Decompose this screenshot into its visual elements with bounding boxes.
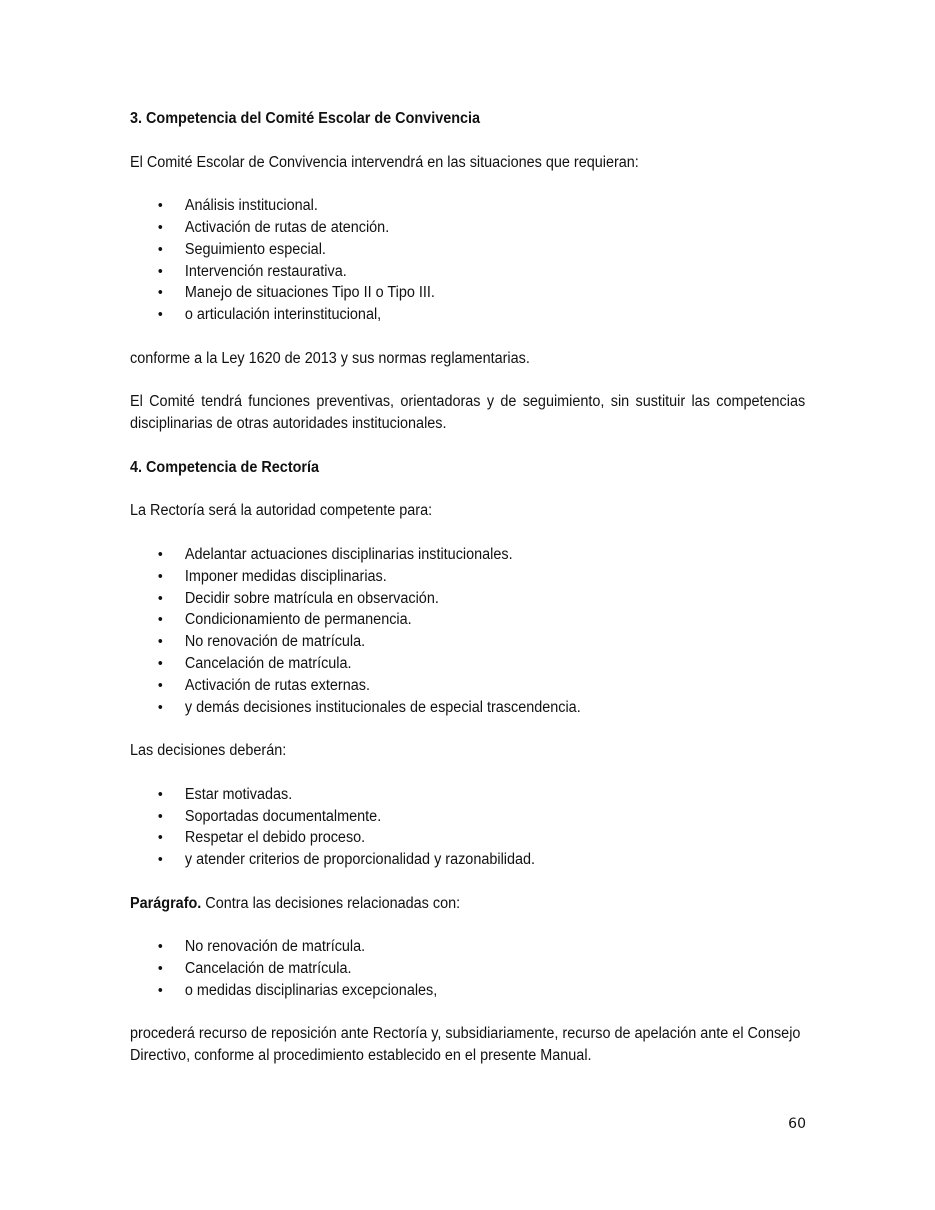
bullet-icon: • xyxy=(157,633,163,651)
document-page xyxy=(130,108,805,1067)
section-4-intro: La Rectoría será la autoridad competente para: xyxy=(130,502,433,520)
list-item: • Decidir sobre matrícula en observación. xyxy=(130,588,805,610)
section-3-intro: El Comité Escolar de Convivencia intervendrá en las situaciones que requieran: xyxy=(130,153,639,171)
bullet-icon: • xyxy=(157,938,163,956)
bullet-icon: • xyxy=(157,589,163,607)
list-item: • Condicionamiento de permanencia. xyxy=(130,609,805,631)
list-item: • Imponer medidas disciplinarias. xyxy=(130,566,805,588)
list-item: • Respetar el debido proceso. xyxy=(130,827,805,849)
page-number: 60 xyxy=(788,1116,806,1132)
bullet-icon: • xyxy=(157,654,163,672)
bullet-icon: • xyxy=(157,197,163,215)
list-item: • Cancelación de matrícula. xyxy=(130,653,805,675)
bullet-icon: • xyxy=(157,851,163,869)
paragraph-list xyxy=(130,936,805,1001)
bullet-icon: • xyxy=(157,240,163,258)
bullet-icon: • xyxy=(157,306,163,324)
list-item: • Estar motivadas. xyxy=(130,784,805,806)
bullet-icon: • xyxy=(157,545,163,563)
list-item: • y demás decisiones institucionales de especial trascendencia. xyxy=(130,697,805,719)
bullet-icon: • xyxy=(157,981,163,999)
section-3-after-text: conforme a la Ley 1620 de 2013 y sus normas reglamentarias. xyxy=(130,349,530,367)
list-item: • No renovación de matrícula. xyxy=(130,936,805,958)
paragraph-label: Parágrafo. xyxy=(130,894,202,912)
bullet-icon: • xyxy=(157,829,163,847)
list-item: • Intervención restaurativa. xyxy=(130,261,805,283)
section-4-heading: 4. Competencia de Rectoría xyxy=(130,458,320,476)
list-item: • Cancelación de matrícula. xyxy=(130,958,805,980)
bullet-icon: • xyxy=(157,785,163,803)
list-item: • No renovación de matrícula. xyxy=(130,631,805,653)
bullet-icon: • xyxy=(157,262,163,280)
bullet-icon: • xyxy=(157,676,163,694)
bullet-icon: • xyxy=(157,284,163,302)
paragraph-text: Contra las decisiones relacionadas con: xyxy=(201,894,461,912)
list-item: • Soportadas documentalmente. xyxy=(130,806,805,828)
bullet-icon: • xyxy=(157,807,163,825)
bullet-icon: • xyxy=(157,218,163,236)
bullet-icon: • xyxy=(157,960,163,978)
decisions-list xyxy=(130,784,805,871)
list-item: • o articulación interinstitucional, xyxy=(130,304,805,326)
list-item: • Seguimiento especial. xyxy=(130,239,805,261)
list-item: • Análisis institucional. xyxy=(130,195,805,217)
section-3-list xyxy=(130,195,805,326)
bullet-icon: • xyxy=(157,567,163,585)
decisions-intro: Las decisiones deberán: xyxy=(130,742,287,760)
bullet-icon: • xyxy=(157,611,163,629)
list-item: • Manejo de situaciones Tipo II o Tipo III. xyxy=(130,282,805,304)
bullet-icon: • xyxy=(157,698,163,716)
section-3-heading: 3. Competencia del Comité Escolar de Convivencia xyxy=(130,110,481,127)
closing-text: procederá recurso de reposición ante Rectoría y, subsidiariamente, recurso de apelación ante el Consejo Directivo, conforme al procedimiento establecido en el presente Manual. xyxy=(130,1025,801,1065)
paragraph-intro xyxy=(130,893,805,915)
section-4-list xyxy=(130,544,805,718)
list-item: • y atender criterios de proporcionalidad y razonabilidad. xyxy=(130,849,805,871)
list-item: • Adelantar actuaciones disciplinarias institucionales. xyxy=(130,544,805,566)
list-item: • Activación de rutas externas. xyxy=(130,675,805,697)
section-3-functions-text: El Comité tendrá funciones preventivas, orientadoras y de seguimiento, sin sustituir las competencias disciplinarias de otras autoridades institucionales. xyxy=(130,393,806,433)
list-item: • Activación de rutas de atención. xyxy=(130,217,805,239)
list-item: • o medidas disciplinarias excepcionales, xyxy=(130,980,805,1002)
